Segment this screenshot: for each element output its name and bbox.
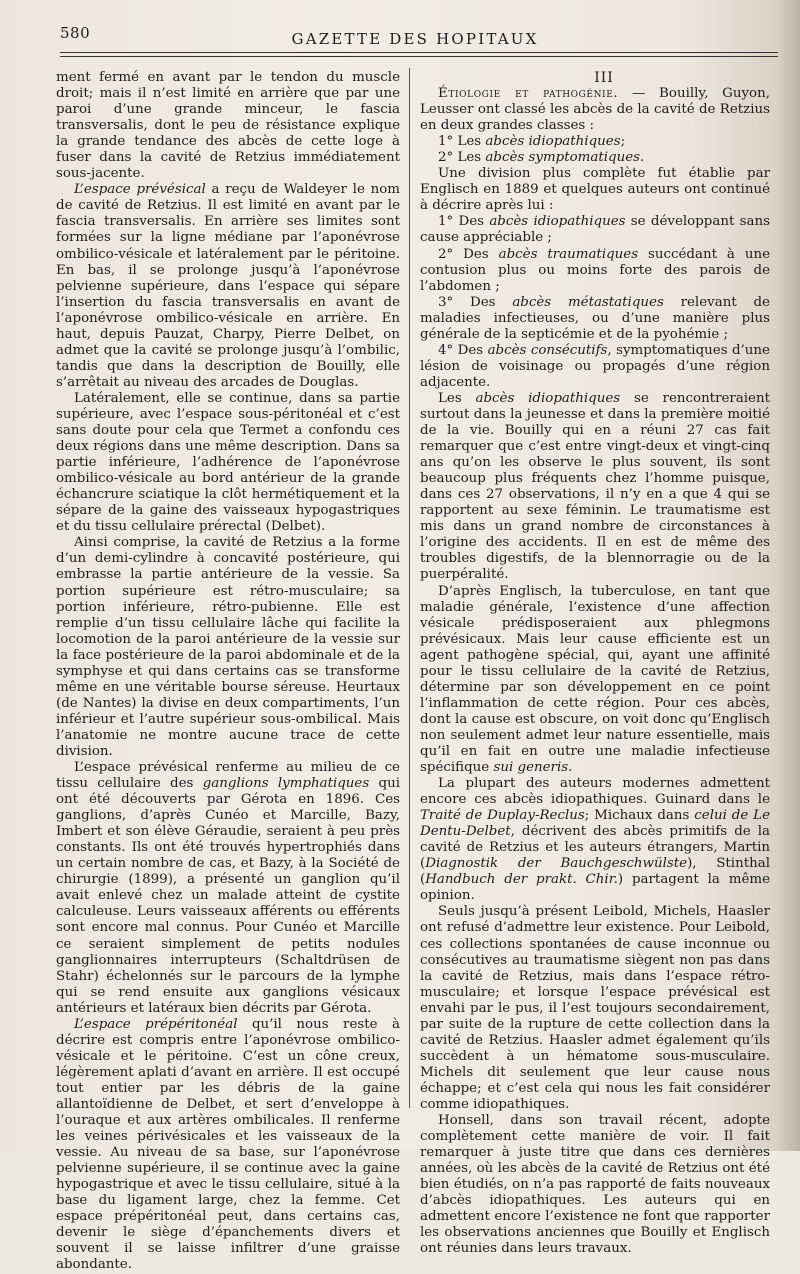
- left-paragraph-5: L’espace prévésical renferme au milieu de ce tissu cellulaire des ganglions lymphatiques qui ont été découverts par Gérota en 1896. Ces ganglions, d’après Cunéo et Marcille, Bazy, Imbert et son élève Géraudie, seraient à peu près constants. Ils ont été trouvés hypertrophiés dans un certain nombre de cas, et Bazy, à la Société de chirurgie (1899), a présenté un ganglion qu’il avait enlevé chez un malade atteint de cystite calculeuse. Leurs vaisseaux afférents ou efférents sont encore mal connus. Pour Cunéo et Marcille ce seraient simplement de petits nodules ganglionnaires interrupteurs (Schaltdrüsen de Stahr) échelonnés sur le parcours de la lymphe qui se rend ensuite aux ganglions vésicaux antérieurs et latéraux bien décrits par Gérota.: [56, 760, 400, 1016]
- right-paragraph-3: Les abcès idiopathiques se rencontreraient surtout dans la jeunesse et dans la première moitié de la vie. Bouilly qui en a réuni 27 cas fait remarquer que c’est entre vingt-deux et vingt-cinq ans qu’on les observe le plus souvent, ils sont beaucoup plus fréquents chez l’homme puisque, dans ces 27 observations, il n’y en a que 4 qui se rapportent au sexe féminin. Le traumatisme est mis dans un grand nombre de circonstances à l’origine des accidents. Il en est de même des troubles digestifs, de la blennorragie ou de la puerpéralité.: [420, 390, 770, 583]
- right-paragraph-2: Une division plus complète fut établie par Englisch en 1889 et quelques auteurs ont continué à décrire après lui :: [420, 166, 770, 214]
- class-item-1: 1° Les abcès idiopathiques;: [438, 134, 626, 150]
- right-paragraph-7: Honsell, dans son travail récent, adopte complètement cette manière de voir. Il fait remarquer à juste titre que dans ces dernières années, où les abcès de la cavité de Retzius ont été bien étudiés, on n’a pas rapporté de faits nouveaux d’abcès idiopathiques. Les auteurs qui en admettent encore l’existence ne font que rapporter les observations anciennes que Bouilly et Englisch ont réunies dans leurs travaux.: [420, 1113, 770, 1257]
- term-espace-preperitoneal: L’espace prépéritonéal: [74, 1016, 238, 1032]
- page-number: 580: [60, 24, 91, 42]
- right-paragraph-1: Étiologie et pathogénie. — Bouilly, Guyon, Leusser ont classé les abcès de la cavité de Retzius en deux grandes classes :: [420, 86, 770, 134]
- left-paragraph-1: ment fermé en avant par le tendon du muscle droit; mais il n’est limité en arrière que par une paroi d’une grande minceur, le fascia transversalis, dont le peu de résistance explique la grande tendance des abcès de cette loge à fuser dans la cavité de Retzius immédiatement sous-jacente.: [56, 70, 400, 182]
- left-paragraph-2: L’espace prévésical a reçu de Waldeyer le nom de cavité de Retzius. Il est limité en avant par le fascia transversalis. En arrière ses limites sont formées sur la ligne médiane par l’aponévrose ombilico-vésicale et latéralement par le péritoine. En bas, il se prolonge jusqu’à l’aponévrose pelvienne supérieure, dans l’espace qui sépare l’insertion du fascia transversalis en avant de l’aponévrose ombilico-vésicale en arrière. En haut, depuis Pauzat, Charpy, Pierre Delbet, on admet que la cavité se prolonge jusqu’à l’ombilic, tandis que dans la description de Bouilly, elle s’arrêtait au niveau des arcades de Douglas.: [56, 182, 400, 390]
- class-item-2: 2° Les abcès symptomatiques.: [438, 150, 645, 166]
- left-paragraph-6: L’espace prépéritonéal qu’il nous reste à décrire est compris entre l’aponévrose ombilico-vésicale et le péritoine. C’est un cône creux, légèrement aplati d’avant en arrière. Il est occupé tout entier par les débris de la gaine allantoïdienne de Delbet, et sert d’enveloppe à l’ouraque et aux artères ombilicales. Il renferme les veines périvésicales et les vaisseaux de la vessie. Au niveau de sa base, sur l’aponévrose pelvienne supérieure, il se continue avec la gaine hypogastrique et avec le tissu cellulaire, situé à la base du ligament large, chez la femme. Cet espace prépéritonéal peut, dans certains cas, devenir le siège d’épanchements divers et souvent il se laisse infiltrer d’une graisse abondante.: [56, 1016, 400, 1273]
- header-rule-top: [60, 52, 778, 53]
- right-paragraph-6: Seuls jusqu’à présent Leibold, Michels, Haasler ont refusé d’admettre leur existence. Pour Leibold, ces collections spontanées de cause inconnue ou consécutives au traumatisme siègent non pas dans la cavité de Retzius, mais dans l’espace rétro-musculaire; et lorsque l’espace prévésical est envahi par le pus, il l’est toujours secondairement, par suite de la rupture de cette collection dans la cavité de Retzius. Haasler admet également qu’ils succèdent à un hématome sous-musculaire. Michels dit seulement que leur cause nous échappe; et c’est cela qui nous les fait considérer comme idiopathiques.: [420, 904, 770, 1112]
- column-divider: [409, 68, 410, 1108]
- left-column: [56, 70, 400, 1274]
- term-ganglions: ganglions lymphatiques: [202, 776, 370, 792]
- division-item-2: 2° Des abcès traumatiques succédant à une contusion plus ou moins forte des parois de l’abdomen ;: [420, 246, 770, 294]
- section-numeral: III: [594, 70, 614, 86]
- header-rule-bottom: [60, 56, 778, 57]
- journal-title: GAZETTE DES HOPITAUX: [291, 30, 539, 48]
- term-espace-prevesical: L’espace prévésical: [74, 182, 206, 198]
- right-column: [420, 70, 770, 1257]
- division-item-3: 3° Des abcès métastatiques relevant de maladies infectieuses, ou d’une manière plus générale de la septicémie et de la pyohémie ;: [420, 294, 770, 342]
- right-paragraph-5: La plupart des auteurs modernes admettent encore ces abcès idiopathiques. Guinard dans le Traité de Duplay-Reclus; Michaux dans celui de Le Dentu-Delbet, décrivent des abcès primitifs de la cavité de Retzius et les auteurs étrangers, Martin (Diagnostik der Bauchgeschwülste), Stinthal (Handbuch der prakt. Chir.) partagent la même opinion.: [420, 776, 771, 904]
- left-paragraph-3: Latéralement, elle se continue, dans sa partie supérieure, avec l’espace sous-péritonéal et c’est sans doute pour cela que Termet a confondu ces deux régions dans une même description. Dans sa partie inférieure, l’adhérence de l’aponévrose ombilico-vésicale au bord antérieur de la grande échancrure sciatique la clôt hermétiquement et la sépare de la gaine des vaisseaux hypogastriques et du tissu cellulaire prérectal (Delbet).: [56, 390, 400, 535]
- division-item-4: 4° Des abcès consécutifs, symptomatiques d’une lésion de voisinage ou propagés d’une région adjacente.: [420, 342, 770, 390]
- section-heading: Étiologie et pathogénie.: [438, 86, 619, 102]
- division-item-1: 1° Des abcès idiopathiques se développant sans cause appréciable ;: [420, 214, 770, 246]
- right-paragraph-4: D’après Englisch, la tuberculose, en tant que maladie générale, l’existence d’une affection vésicale prédisposeraient aux phlegmons prévésicaux. Mais leur cause efficiente est un agent pathogène spécial, qui, ayant une affinité pour le tissu cellulaire de la cavité de Retzius, détermine par son développement en ce point l’inflammation de cette région. Pour ces abcès, dont la cause est obscure, on voit donc qu’Englisch non seulement admet leur nature essentielle, mais qu’il en fait en outre une maladie infectieuse spécifique sui generis.: [420, 583, 770, 776]
- left-paragraph-4: Ainsi comprise, la cavité de Retzius a la forme d’un demi-cylindre à concavité postérieure, qui embrasse la partie antérieure de la vessie. Sa portion supérieure est rétro-musculaire; sa portion inférieure, rétro-pubienne. Elle est remplie d’un tissu cellulaire lâche qui facilite la locomotion de la paroi antérieure de la vessie sur la face postérieure de la paroi abdominale et de la symphyse et qui dans certains cas se transforme même en une véritable bourse séreuse. Heurtaux (de Nantes) la divise en deux compartiments, l’un inférieur et l’autre supérieur sous-ombilical. Mais l’anatomie ne montre aucune trace de cette division.: [56, 535, 400, 759]
